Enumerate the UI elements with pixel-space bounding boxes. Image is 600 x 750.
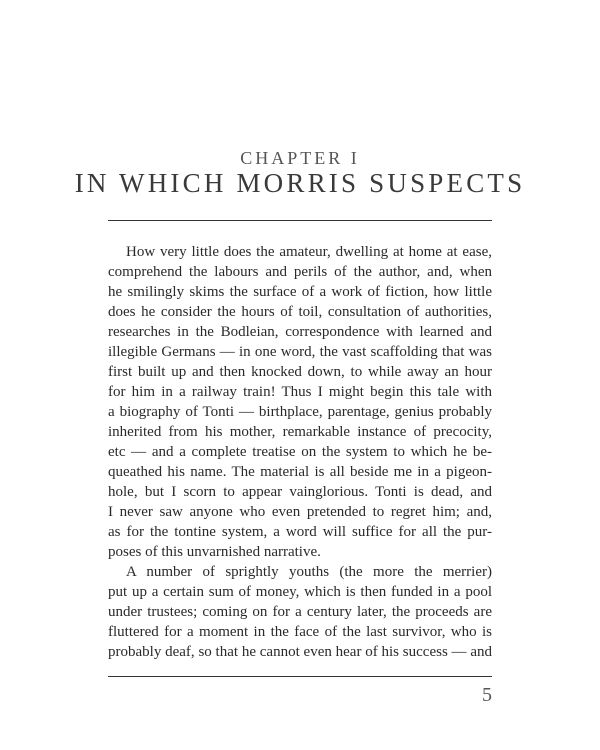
text-line: first built up and then knocked down, to while away an hour: [108, 364, 492, 380]
page-number: 5: [482, 684, 492, 706]
bottom-divider: [108, 676, 492, 677]
text-line: researches in the Bodleian, correspondence with learned and: [108, 324, 492, 340]
top-divider: [108, 220, 492, 221]
text-line: illegible Germans — in one word, the vast scaffolding that was: [108, 344, 492, 360]
text-line: for him in a railway train! Thus I might begin this tale with: [108, 384, 492, 400]
text-line: comprehend the labours and perils of the author, and, when: [108, 264, 492, 280]
text-line: under trustees; coming on for a century later, the proceeds are: [108, 604, 492, 620]
text-line: A number of sprightly youths (the more the merrier): [126, 564, 492, 580]
text-line: as for the tontine system, a word will suffice for all the pur-: [108, 524, 492, 540]
text-line: inherited from his mother, remarkable instance of precocity,: [108, 424, 492, 440]
text-line: I never saw anyone who even pretended to regret him; and,: [108, 504, 492, 520]
text-line: How very little does the amateur, dwelling at home at ease,: [126, 244, 492, 260]
chapter-title: IN WHICH MORRIS SUSPECTS: [74, 168, 526, 198]
text-line: poses of this unvarnished narrative.: [108, 544, 321, 560]
text-line: does he consider the hours of toil, consultation of authorities,: [108, 304, 492, 320]
text-line: he smilingly skims the surface of a work of fiction, how little: [108, 284, 492, 300]
chapter-body: [108, 242, 492, 662]
chapter-label: CHAPTER I: [240, 148, 360, 168]
text-line: hole, but I scorn to appear vainglorious. Tonti is dead, and: [108, 484, 492, 500]
text-line: probably deaf, so that he cannot even hear of his success — and: [108, 644, 492, 660]
text-line: put up a certain sum of money, which is then funded in a pool: [108, 584, 492, 600]
text-line: etc — and a complete treatise on the system to which he be-: [108, 444, 492, 460]
text-line: fluttered for a moment in the face of the last survivor, who is: [108, 624, 492, 640]
text-line: a biography of Tonti — birthplace, parentage, genius probably: [108, 404, 492, 420]
text-line: queathed his name. The material is all beside me in a pigeon-: [108, 464, 492, 480]
